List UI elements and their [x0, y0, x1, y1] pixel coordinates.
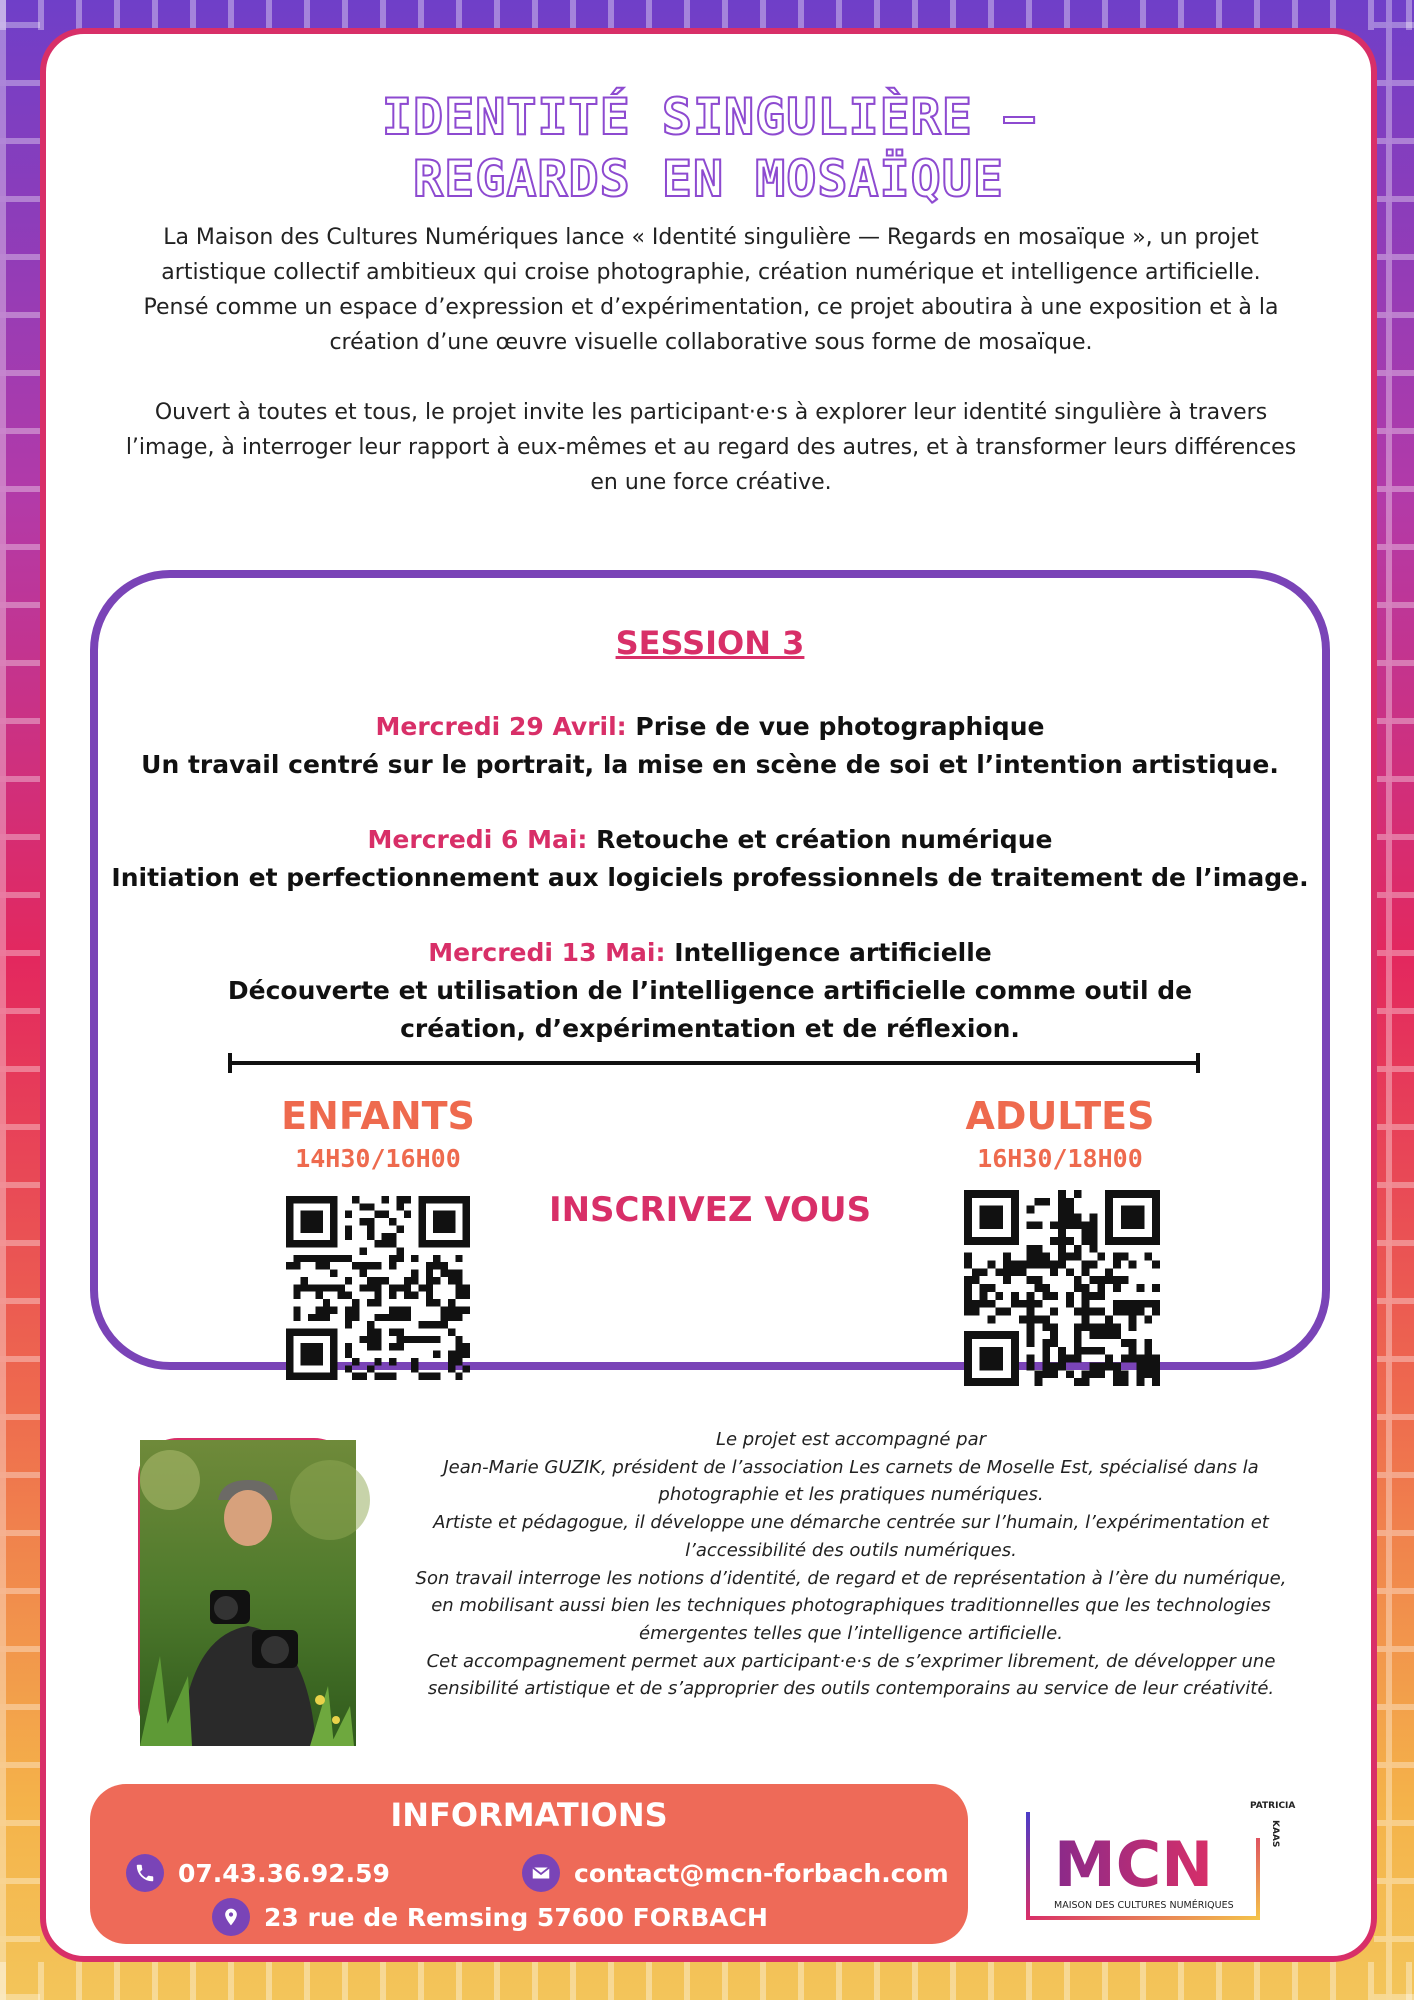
- audience-time: 14H30/16H00: [295, 1144, 461, 1173]
- intro-paragraph-1: [116, 220, 1306, 360]
- event-description: Initiation et perfectionnement aux logiciels professionnels de traitement de l’image.: [111, 863, 1309, 892]
- event-2: [98, 821, 1322, 897]
- event-topic: Intelligence artificielle: [674, 938, 992, 967]
- event-date: Mercredi 13 Mai:: [428, 938, 666, 967]
- bio-text: [406, 1426, 1296, 1703]
- event-1: [98, 708, 1322, 784]
- event-description: Un travail centré sur le portrait, la mise en scène de soi et l’intention artistique.: [141, 750, 1279, 779]
- logo-mark: MCN: [1054, 1828, 1214, 1901]
- event-date: Mercredi 29 Avril:: [375, 712, 627, 741]
- event-topic: Retouche et création numérique: [596, 825, 1053, 854]
- intro-paragraph-2: Ouvert à toutes et tous, le projet invite les participant·e·s à explorer leur identité singulière à travers l’image, à interroger leur rapport à eux-mêmes et au regard des autres, et à transformer leurs différences en une force créative.: [125, 400, 1297, 495]
- information-box: [90, 1784, 968, 1944]
- email-contact[interactable]: [522, 1854, 949, 1892]
- logo-tag-kaas: KAAS: [1270, 1820, 1280, 1848]
- location-pin-icon: [212, 1898, 250, 1936]
- bio-line: Son travail interroge les notions d’identité, de regard et de représentation à l’ère du numérique, en mobilisant aussi bien les techniques photographiques traditionnelles que les technologies émergentes telles que l’intelligence artificielle.: [415, 1567, 1287, 1644]
- logo-name: MAISON DES CULTURES NUMÉRIQUES: [1054, 1900, 1234, 1911]
- intro-p1b: Pensé comme un espace d’expression et d’expérimentation, ce projet aboutira à une exposition et à la création d’une œuvre visuelle collaborative sous forme de mosaïque.: [143, 295, 1279, 355]
- bio-line: Cet accompagnement permet aux participant·e·s de s’exprimer librement, de développer une sensibilité artistique et de s’approprier des outils contemporains au service de leur créativité.: [426, 1650, 1276, 1700]
- flyer-card: [40, 28, 1377, 1962]
- audience-label: ENFANTS: [281, 1094, 475, 1138]
- title-line-1: IDENTITÉ SINGULIÈRE –: [381, 88, 1036, 146]
- intro-text: [116, 220, 1306, 500]
- phone-contact[interactable]: [126, 1854, 390, 1892]
- qr-code-adultes[interactable]: [964, 1190, 1160, 1386]
- audience-label: ADULTES: [965, 1094, 1155, 1138]
- phone-number: 07.43.36.92.59: [178, 1858, 390, 1888]
- session-box: [90, 570, 1330, 1370]
- signup-cta: INSCRIVEZ VOUS: [548, 1190, 872, 1230]
- logo-tag-patricia: PATRICIA: [1250, 1801, 1296, 1811]
- intro-p1: La Maison des Cultures Numériques lance « Identité singulière — Regards en mosaïque », un projet artistique collectif ambitieux qui croise photographie, création numérique et intelligence artificielle.: [161, 225, 1261, 285]
- address-contact[interactable]: [212, 1898, 768, 1936]
- event-topic: Prise de vue photographique: [635, 712, 1045, 741]
- title-line-2: REGARDS EN MOSAÏQUE: [413, 150, 1004, 208]
- bio-line: Jean-Marie GUZIK, président de l’association Les carnets de Moselle Est, spécialisé dans la photographie et les pratiques numériques.: [443, 1456, 1259, 1506]
- event-3: [98, 934, 1322, 1048]
- timeline-divider: [228, 1061, 1200, 1065]
- street-address: 23 rue de Remsing 57600 FORBACH: [264, 1902, 768, 1932]
- audience-time: 16H30/18H00: [977, 1144, 1143, 1173]
- page-title: [46, 86, 1371, 210]
- info-title: INFORMATIONS: [390, 1796, 668, 1834]
- bio-line: Artiste et pédagogue, il développe une démarche centrée sur l’humain, l’expérimentation et l’accessibilité des outils numériques.: [433, 1512, 1269, 1561]
- portrait-photo: [138, 1438, 354, 1744]
- phone-icon: [126, 1854, 164, 1892]
- email-address: contact@mcn-forbach.com: [574, 1858, 949, 1888]
- bio-line: Le projet est accompagné par: [715, 1429, 987, 1450]
- audience-enfants: [228, 1094, 528, 1173]
- session-title: SESSION 3: [615, 624, 805, 662]
- event-date: Mercredi 6 Mai:: [367, 825, 588, 854]
- mcn-logo: [1020, 1790, 1296, 1940]
- audience-adultes: [910, 1094, 1210, 1173]
- background-pattern-bottom: [0, 1962, 1414, 2000]
- background-pattern-top: [0, 0, 1414, 30]
- envelope-icon: [522, 1854, 560, 1892]
- event-description: Découverte et utilisation de l’intelligence artificielle comme outil de création, d’expérimentation et de réflexion.: [227, 976, 1193, 1043]
